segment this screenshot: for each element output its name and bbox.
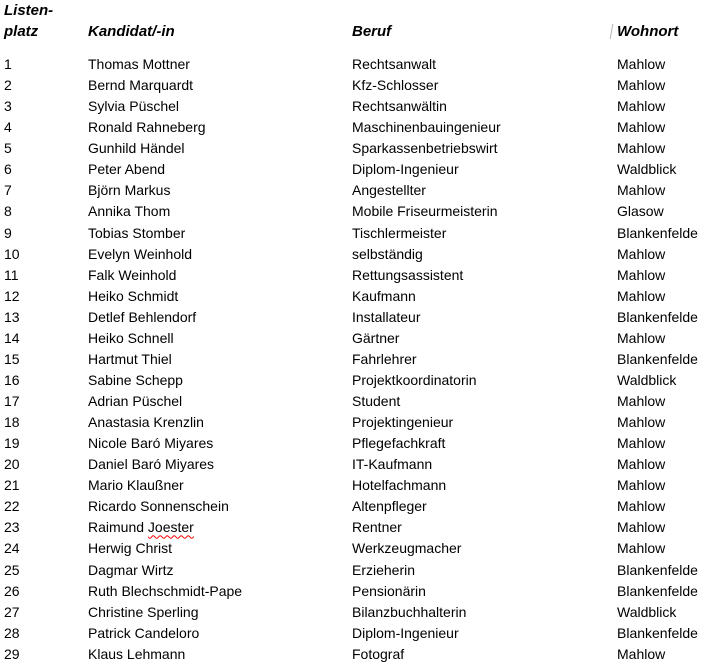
table-row [4,370,726,391]
cell-beruf: Installateur [352,308,421,325]
table-row [4,223,726,244]
cell-listenplatz: 14 [4,329,20,346]
cell-beruf: Kfz-Schlosser [352,77,439,94]
cell-beruf: Altenpfleger [352,498,427,515]
cell-beruf: Mobile Friseurmeisterin [352,203,498,220]
column-header-beruf: Beruf [352,23,392,40]
table-row [4,328,726,349]
cell-beruf: Tischlermeister [352,224,447,241]
table-row [4,117,726,138]
table-row [4,623,726,644]
table-row [4,581,726,602]
cell-listenplatz: 17 [4,393,20,409]
cell-kandidat: Hartmut Thiel [88,350,172,367]
cell-wohnort: Blankenfelde [617,582,698,599]
table-row [4,54,726,75]
cell-listenplatz: 3 [4,98,12,115]
cell-beruf: Erzieherin [352,561,416,578]
table-row [4,307,726,328]
cell-listenplatz: 4 [4,119,12,136]
cell-wohnort: Mahlow [617,477,666,494]
cell-beruf: Maschinenbauingenieur [352,119,501,136]
cell-wohnort: Mahlow [617,140,666,157]
cell-listenplatz: 5 [4,140,12,157]
cell-wohnort: Mahlow [617,456,666,473]
cell-wohnort: Mahlow [617,98,666,115]
cell-kandidat: Dagmar Wirtz [88,561,174,578]
cell-wohnort: Mahlow [617,435,666,452]
cell-listenplatz: 12 [4,287,20,304]
cell-listenplatz: 2 [4,77,12,94]
table-row [4,391,726,412]
cell-wohnort: Mahlow [617,498,666,515]
cell-kandidat: Anastasia Krenzlin [88,414,204,431]
cell-beruf: Projektkoordinatorin [352,371,477,388]
cell-wohnort: Mahlow [617,519,666,536]
cell-beruf: Fahrlehrer [352,350,417,367]
cell-kandidat: Daniel Baró Miyares [88,456,215,473]
table-row [4,560,726,581]
cell-listenplatz: 21 [4,477,20,494]
cell-listenplatz: 26 [4,582,20,599]
cell-wohnort: Mahlow [617,266,666,283]
column-header-wohnort [617,21,726,42]
cell-wohnort: Glasow [617,203,664,220]
cell-listenplatz: 27 [4,603,20,620]
cell-kandidat: Gunhild Händel [88,140,185,157]
column-header-listenplatz-line2: platz [4,23,39,40]
cell-kandidat: Annika Thom [88,203,171,220]
cell-kandidat: Evelyn Weinhold [88,245,193,262]
header-body-gap [4,42,726,54]
cell-kandidat: Detlef Behlendorf [88,308,197,325]
cell-kandidat: Ruth Blechschmidt-Pape [88,582,243,599]
cell-kandidat: Heiko Schmidt [88,287,179,304]
cell-listenplatz: 16 [4,371,20,388]
table-row [4,286,726,307]
cell-kandidat: Tobias Stomber [88,224,186,241]
cell-listenplatz: 24 [4,540,20,557]
cell-wohnort: Waldblick [617,161,677,178]
cell-kandidat: Heiko Schnell [88,329,174,346]
cell-wohnort: Mahlow [617,77,666,94]
header-spacer [88,0,352,21]
table-row [4,180,726,201]
cell-kandidat: Klaus Lehmann [88,645,186,662]
cell-beruf: Projektingenieur [352,414,454,431]
cell-wohnort: Mahlow [617,245,666,262]
cell-kandidat: Peter Abend [88,161,166,178]
cell-listenplatz: 23 [4,519,20,536]
cell-listenplatz: 28 [4,624,20,641]
cell-kandidat: Bernd Marquardt [88,77,194,94]
table-row [4,496,726,517]
cell-kandidat: Sabine Schepp [88,371,183,388]
table-row [4,602,726,623]
table-row [4,244,726,265]
cell-listenplatz: 7 [4,182,12,199]
cell-wohnort: Blankenfelde [617,224,698,241]
cell-wohnort: Mahlow [617,393,666,409]
table-row [4,475,726,496]
table-header-line1 [4,0,726,21]
cell-beruf: IT-Kaufmann [352,456,433,473]
cell-beruf: Sparkassenbetriebswirt [352,140,498,157]
cell-wohnort: Mahlow [617,287,666,304]
table-row [4,159,726,180]
cell-listenplatz: 22 [4,498,20,515]
cell-beruf: Gärtner [352,329,400,346]
table-row [4,201,726,222]
cell-kandidat: Patrick Candeloro [88,624,200,641]
cell-beruf: Pflegefachkraft [352,435,446,452]
cell-beruf: Pensionärin [352,582,426,599]
cell-beruf: Rentner [352,519,402,536]
candidate-table-body [4,54,726,665]
cell-wohnort: Blankenfelde [617,308,698,325]
header-spacer [352,0,617,21]
cell-wohnort: Mahlow [617,182,666,199]
cell-listenplatz: 6 [4,161,12,178]
cell-kandidat: Thomas Mottner [88,56,190,72]
cell-listenplatz: 15 [4,350,20,367]
table-row [4,138,726,159]
cell-listenplatz: 8 [4,203,12,220]
cell-listenplatz: 10 [4,245,20,262]
column-header-kandidat: Kandidat/-in [88,23,175,40]
cell-beruf: selbständig [352,245,423,262]
cell-beruf: Rechtsanwalt [352,56,437,72]
cell-kandidat: Ronald Rahneberg [88,119,206,136]
table-row [4,265,726,286]
cell-wohnort: Blankenfelde [617,561,698,578]
cell-listenplatz: 18 [4,414,20,431]
cell-kandidat: Nicole Baró Miyares [88,435,214,452]
cell-listenplatz: 1 [4,56,12,72]
cell-listenplatz: 19 [4,435,20,452]
cell-listenplatz: 29 [4,645,20,662]
cell-kandidat: Herwig Christ [88,540,173,557]
cell-listenplatz: 11 [4,266,19,283]
cell-beruf: Kaufmann [352,287,416,304]
table-row [4,433,726,454]
cell-wohnort: Blankenfelde [617,624,698,641]
cell-listenplatz: 9 [4,224,12,241]
table-row [4,538,726,559]
cell-kandidat: Sylvia Püschel [88,98,180,115]
cell-kandidat: Adrian Püschel [88,393,183,409]
column-header-wohnort-label: Wohnort [617,23,679,40]
table-header-line2 [4,21,726,42]
table-row [4,96,726,117]
cell-wohnort: Mahlow [617,56,666,72]
cell-beruf: Diplom-Ingenieur [352,161,459,178]
cell-listenplatz: 13 [4,308,20,325]
cell-kandidat: Ricardo Sonnenschein [88,498,229,515]
cell-wohnort: Mahlow [617,119,666,136]
cell-kandidat: Christine Sperling [88,603,199,620]
cell-wohnort: Mahlow [617,645,666,662]
cell-listenplatz: 20 [4,456,20,473]
cell-wohnort: Mahlow [617,329,666,346]
cell-kandidat: Mario Klaußner [88,477,184,494]
column-header-listenplatz-line1: Listen- [4,2,54,19]
cell-kandidat: Raimund Joester [88,519,194,536]
cell-beruf: Fotograf [352,645,405,662]
cell-listenplatz: 25 [4,561,20,578]
table-row [4,75,726,96]
cell-kandidat: Falk Weinhold [88,266,177,283]
table-row [4,412,726,433]
cell-wohnort: Mahlow [617,540,666,557]
cell-beruf: Angestellter [352,182,426,199]
cell-beruf: Hotelfachmann [352,477,447,494]
cell-beruf: Werkzeugmacher [352,540,462,557]
cell-beruf: Rettungsassistent [352,266,464,283]
cell-wohnort: Blankenfelde [617,350,698,367]
cell-wohnort: Waldblick [617,371,677,388]
table-row [4,517,726,538]
table-row [4,454,726,475]
table-row [4,349,726,370]
cell-beruf: Student [352,393,401,409]
cell-beruf: Diplom-Ingenieur [352,624,459,641]
spellcheck-flagged-word: Joester [147,519,194,536]
cell-beruf: Bilanzbuchhalterin [352,603,467,620]
header-spacer [617,0,726,21]
cell-wohnort: Waldblick [617,603,677,620]
cell-kandidat: Björn Markus [88,182,171,199]
table-row [4,644,726,665]
cell-wohnort: Mahlow [617,414,666,431]
cell-beruf: Rechtsanwältin [352,98,447,115]
